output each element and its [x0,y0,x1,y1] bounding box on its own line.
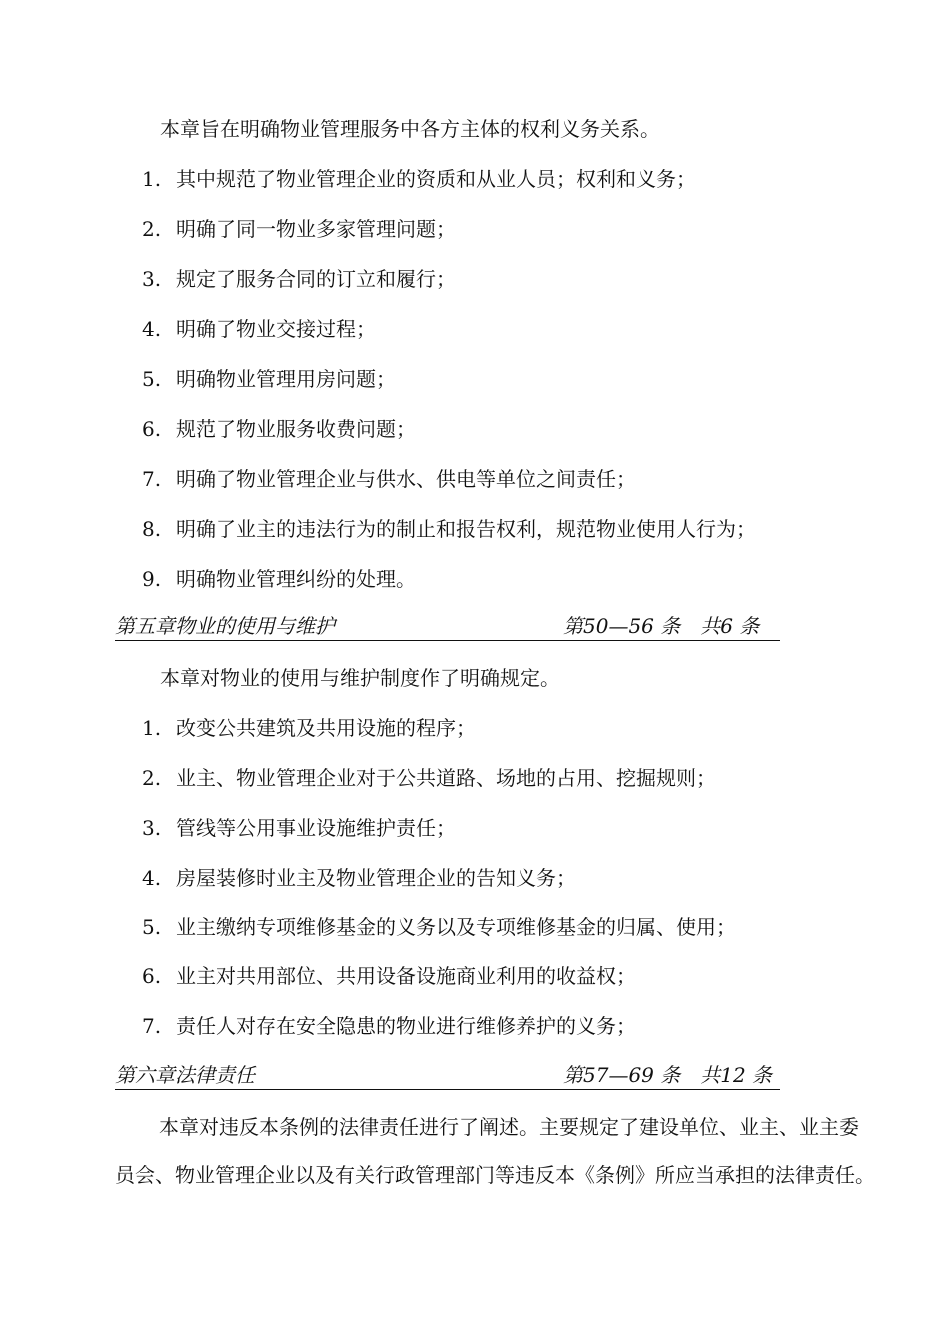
list-item-text: 明确了业主的违法行为的制止和报告权利，规范物业使用人行为； [176,517,756,541]
list-item-number: 7. [142,1014,162,1038]
list-item [142,417,416,441]
list-item-number: 3. [142,816,162,840]
list-item-text: 业主对共用部位、共用设备设施商业利用的收益权； [176,964,636,988]
list-item [142,567,416,591]
list-item-number: 5. [142,367,162,391]
list-item [142,217,456,241]
list-item [142,367,396,391]
list-item-text: 明确物业管理纠纷的处理。 [176,567,416,591]
chapter-title: 第六章法律责任 [115,1063,255,1087]
list-item [142,517,756,541]
list-item-text: 管线等公用事业设施维护责任； [176,816,456,840]
list-item-number: 2. [142,766,162,790]
section4-intro: 本章旨在明确物业管理服务中各方主体的权利义务关系。 [160,117,660,141]
article-range: 第57—69 条 共12 条 [563,1063,773,1087]
list-item-text: 明确了物业管理企业与供水、供电等单位之间责任； [176,467,636,491]
list-item-text: 改变公共建筑及共用设施的程序； [176,716,476,740]
article-range: 第50—56 条 共6 条 [563,614,760,638]
chapter6-heading [115,1061,780,1090]
list-item-number: 1. [142,716,162,740]
chapter5-intro: 本章对物业的使用与维护制度作了明确规定。 [160,666,560,690]
chapter-title: 第五章物业的使用与维护 [115,614,335,638]
list-item-text: 明确了同一物业多家管理问题； [176,217,456,241]
list-item-text: 规范了物业服务收费问题； [176,417,416,441]
list-item-number: 7. [142,467,162,491]
list-item [142,467,636,491]
list-item-text: 规定了服务合同的订立和履行； [176,267,456,291]
list-item-number: 4. [142,866,162,890]
chapter6-paragraph: 本章对违反本条例的法律责任进行了阐述。主要规定了建设单位、业主、业主委员会、物业管理企业以及有关行政管理部门等违反本《条例》所应当承担的法律责任。 [115,1115,875,1187]
list-item [142,167,696,191]
list-item [142,267,456,291]
list-item-text: 房屋装修时业主及物业管理企业的告知义务； [176,866,576,890]
list-item-text: 业主缴纳专项维修基金的义务以及专项维修基金的归属、使用； [176,915,736,939]
list-item-text: 业主、物业管理企业对于公共道路、场地的占用、挖掘规则； [176,766,716,790]
list-item [142,915,736,939]
list-item-number: 1. [142,167,162,191]
list-item-number: 3. [142,267,162,291]
list-item [142,816,456,840]
list-item-number: 4. [142,317,162,341]
list-item-number: 5. [142,915,162,939]
list-item [142,964,636,988]
list-item-text: 明确物业管理用房问题； [176,367,396,391]
chapter5-heading [115,612,780,641]
list-item [142,1014,636,1038]
list-item [142,716,476,740]
list-item [142,766,716,790]
list-item-number: 6. [142,417,162,441]
list-item-text: 责任人对存在安全隐患的物业进行维修养护的义务； [176,1014,636,1038]
list-item-number: 8. [142,517,162,541]
list-item-text: 明确了物业交接过程； [176,317,376,341]
list-item [142,866,576,890]
list-item-number: 9. [142,567,162,591]
list-item-text: 其中规范了物业管理企业的资质和从业人员；权利和义务； [176,167,696,191]
list-item-number: 6. [142,964,162,988]
list-item-number: 2. [142,217,162,241]
list-item [142,317,376,341]
